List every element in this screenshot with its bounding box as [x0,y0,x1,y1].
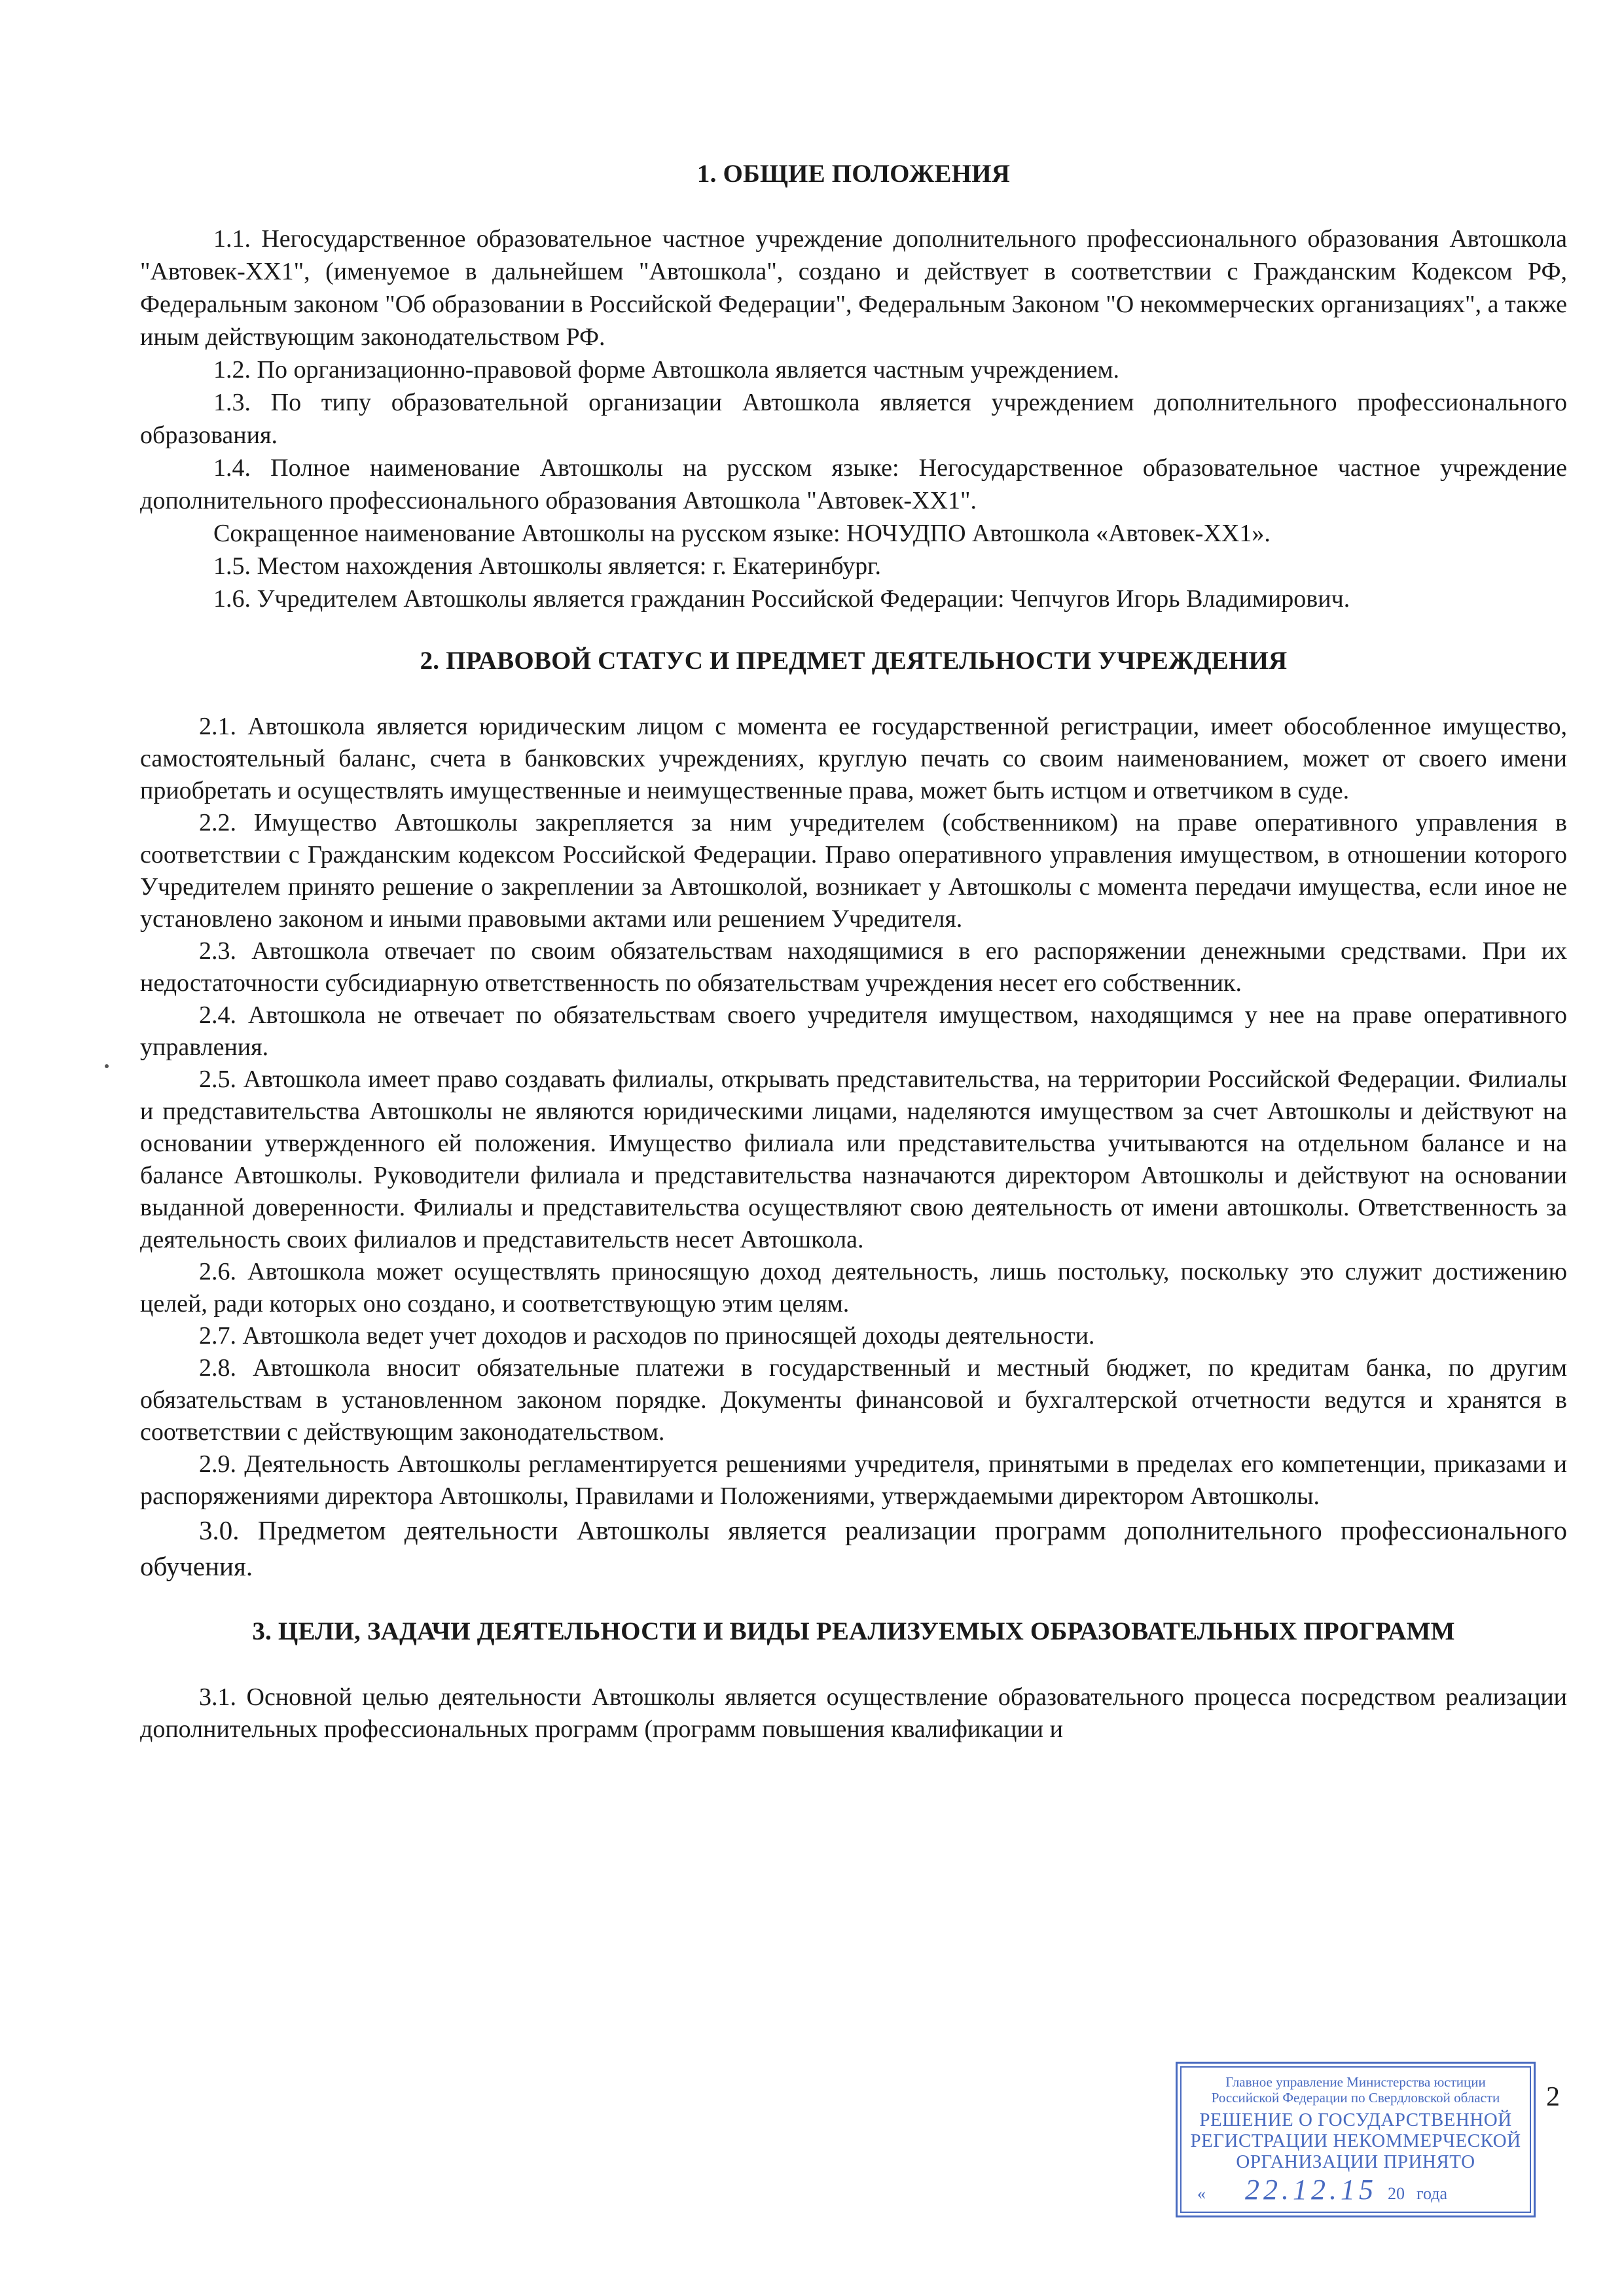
page-number: 2 [1546,2082,1560,2112]
paragraph-2-7: 2.7. Автошкола ведет учет доходов и расходов по приносящей доходы деятельности. [199,1322,1095,1350]
stamp-date-handwritten: 22.12.15 [1245,2174,1377,2206]
paragraph-3-0: 3.0. Предметом деятельности Автошколы является реализации программ дополнительного профессионального обучения. [140,1515,1567,1581]
paragraph-2-8: 2.8. Автошкола вносит обязательные платежи в государственный и местный бюджет, по кредитам банка, по другим обязательствам в установленном законом порядке. Документы финансовой и бухгалтерской отчетности ведутся и хранятся в соответствии с действующим законодательством. [140,1354,1567,1446]
section-1-title: 1. ОБЩИЕ ПОЛОЖЕНИЯ [696,160,1011,188]
paragraph-3-1: 3.1. Основной целью деятельности Автошколы является осуществление образовательного процесса посредством реализации дополнительных профессиональных программ (программ повышения квалификации и [140,1683,1567,1743]
section-3-title: 3. ЦЕЛИ, ЗАДАЧИ ДЕЯТЕЛЬНОСТИ И ВИДЫ РЕАЛИЗУЕМЫХ ОБРАЗОВАТЕЛЬНЫХ ПРОГРАММ [252,1617,1455,1645]
paragraph-2-6: 2.6. Автошкола может осуществлять приносящую доход деятельность, лишь постольку, поскольку это служит достижению целей, ради которых оно создано, и соответствующую этим целям. [140,1258,1567,1318]
stamp-line-ministry: Главное управление Министерства юстиции [1225,2074,1486,2090]
paragraph-1-3: 1.3. По типу образовательной организации Автошкола является учреждением дополнительного профессионального образования. [140,389,1567,449]
registration-stamp [1176,2062,1536,2217]
document-body [140,157,1567,1746]
paragraph-1-6: 1.6. Учредителем Автошколы является гражданин Российской Федерации: Чепчугов Игорь Владимирович. [213,585,1350,613]
stamp-line-accepted: ОРГАНИЗАЦИИ ПРИНЯТО [1236,2151,1475,2172]
paragraph-1-4-short-name: Сокращенное наименование Автошколы на русском языке: НОЧУДПО Автошкола «Автовек-ХХ1». [213,520,1271,547]
paragraph-1-2: 1.2. По организационно-правовой форме Автошкола является частным учреждением. [213,356,1119,384]
stamp-year-prefix: 20 [1388,2184,1405,2203]
paragraph-1-1: 1.1. Негосударственное образовательное частное учреждение дополнительного профессионального образования Автошкола "Автовек-ХХ1", (именуемое в дальнейшем "Автошкола", создано и действует в соответствии с Гражданским Кодексом РФ, Федеральным законом "Об образовании в Российской Федерации", Федеральным Законом "О некоммерческих организациях", а также иным действующим законодательством РФ. [140,225,1567,351]
stamp-line-registration: РЕГИСТРАЦИИ НЕКОММЕРЧЕСКОЙ [1190,2130,1521,2151]
stamp-line-decision: РЕШЕНИЕ О ГОСУДАРСТВЕННОЙ [1199,2109,1512,2130]
section-2-title: 2. ПРАВОВОЙ СТАТУС И ПРЕДМЕТ ДЕЯТЕЛЬНОСТИ УЧРЕЖДЕНИЯ [420,647,1288,675]
stamp-date-quote: « [1197,2184,1206,2203]
paragraph-1-5: 1.5. Местом нахождения Автошколы является: г. Екатеринбург. [213,552,881,580]
paragraph-2-3: 2.3. Автошкола отвечает по своим обязательствам находящимися в его распоряжении денежными средствами. При их недостаточности субсидиарную ответственность по обязательствам учреждения несет его собственник. [140,937,1567,997]
paragraph-1-4: 1.4. Полное наименование Автошколы на русском языке: Негосударственное образовательное частное учреждение дополнительного профессионального образования Автошкола "Автовек-ХХ1". [140,454,1567,514]
paragraph-2-9: 2.9. Деятельность Автошколы регламентируется решениями учредителя, принятыми в пределах его компетенции, приказами и распоряжениями директора Автошколы, Правилами и Положениями, утверждаемыми директором Автошколы. [140,1450,1567,1510]
stamp-date-line [1197,2174,1521,2206]
paragraph-2-1: 2.1. Автошкола является юридическим лицом с момента ее государственной регистрации, имеет обособленное имущество, самостоятельный баланс, счета в банковских учреждениях, круглую печать со своим наименованием, может от своего имени приобретать и осуществлять имущественные и неимущественные права, может быть истцом и ответчиком в суде. [140,713,1567,804]
stamp-line-region: Российской Федерации по Свердловской области [1211,2090,1500,2106]
scan-speck [105,1064,109,1068]
stamp-year-word: года [1416,2184,1448,2203]
paragraph-2-2: 2.2. Имущество Автошколы закрепляется за ним учредителем (собственником) на праве оперативного управления в соответствии с Гражданским кодексом Российской Федерации. Право оперативного управления имуществом, в отношении которого Учредителем принято решение о закреплении за Автошколой, возникает у Автошколы с момента передачи имущества, если иное не установлено законом и иными правовыми актами или решением Учредителя. [140,809,1567,933]
paragraph-2-5: 2.5. Автошкола имеет право создавать филиалы, открывать представительства, на территории Российской Федерации. Филиалы и представительства Автошколы не являются юридическими лицами, наделяются имуществом за счет Автошколы и действуют на основании утвержденного ей положения. Имущество филиала или представительства учитываются на отдельном балансе и на балансе Автошколы. Руководители филиала и представительства назначаются директором Автошколы и действуют на основании выданной доверенности. Филиалы и представительства осуществляют свою деятельность от имени автошколы. Ответственность за деятельность своих филиалов и представительств несет Автошкола. [140,1066,1567,1253]
paragraph-2-4: 2.4. Автошкола не отвечает по обязательствам своего учредителя имуществом, находящимся у нее на праве оперативного управления. [140,1001,1567,1061]
